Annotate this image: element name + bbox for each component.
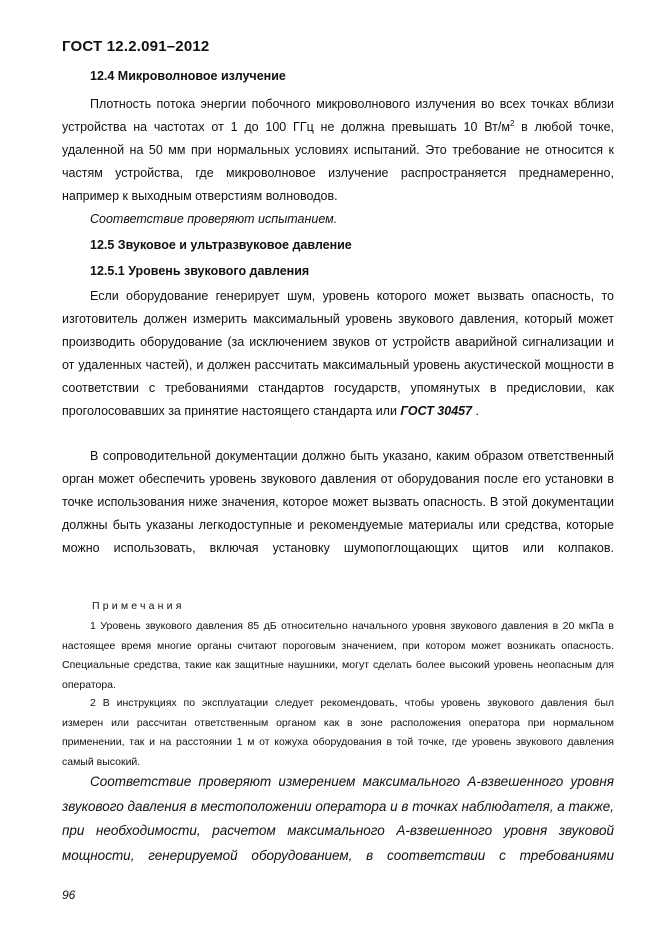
paragraph-noise-end: . bbox=[472, 404, 480, 418]
paragraph-microwave-text-b: в любой точке, удаленной на 50 мм при нормальных условиях испытаний. Это требование не относится к частям устройства, где микроволновое излучение распространяется преднамеренно, например к выходным отверстиям волноводов. bbox=[62, 120, 614, 203]
page-number: 96 bbox=[62, 888, 76, 902]
standard-header: ГОСТ 12.2.091–2012 bbox=[62, 38, 210, 55]
paragraph-microwave-text-a: Плотность потока энергии побочного микроволнового излучения во всех точках вблизи устройства на частотах от 1 до 100 ГГц не должна превышать 10 Вт/м bbox=[62, 97, 614, 134]
compliance-test-note: Соответствие проверяют испытанием. bbox=[90, 212, 338, 226]
paragraph-noise-text: Если оборудование генерирует шум, уровень которого может вызвать опасность, то изготовитель должен измерить максимальный уровень звукового давления, который может производить оборудование (за исключением звуков от устройств аварийной сигнализации и от удаленных частей), и должен рассчитать максимальный уровень акустической мощности в соответствии с требованиями стандартов государств, упомянутых в предисловии, как проголосовавших за принятие настоящего стандарта или bbox=[62, 289, 614, 418]
paragraph-documentation: В сопроводительной документации должно быть указано, каким образом ответственный орган может обеспечить уровень звукового давления от оборудования после его установки в точке использования ниже значения, которое может вызвать опасность. В этой документации должны быть указаны легкодоступные и рекомендуемые материалы или средства, которые можно использовать, включая установку шумопоглощающих щитов или колпаков. bbox=[62, 449, 614, 555]
paragraph-noise bbox=[62, 285, 614, 423]
section-heading-12-5: 12.5 Звуковое и ультразвуковое давление bbox=[90, 238, 352, 252]
section-heading-12-5-1: 12.5.1 Уровень звукового давления bbox=[90, 264, 310, 278]
paragraph-microwave bbox=[62, 93, 614, 208]
standard-reference: ГОСТ 30457 bbox=[400, 404, 473, 418]
section-heading-12-4: 12.4 Микроволновое излучение bbox=[90, 69, 286, 83]
notes-heading: Примечания bbox=[92, 600, 185, 612]
final-compliance-paragraph: Соответствие проверяют измерением максимального А-взвешенного уровня звукового давления в местоположении оператора и в точках наблюдателя, а также, при необходимости, расчетом максимального А-взвешенного уровня звуковой мощности, генерируемой оборудованием, в соответствии с требованиями bbox=[62, 774, 614, 863]
note-2: 2 В инструкциях по эксплуатации следует рекомендовать, чтобы уровень звукового давления был измерен или рассчитан ответственным органом как в зоне расположения оператора при нормальном применении, так и на расстоянии 1 м от кожуха оборудования в той точке, где уровень звукового давления самый высокий. bbox=[62, 697, 614, 768]
note-1: 1 Уровень звукового давления 85 дБ относительно начального уровня звукового давления в 20 мкПа в настоящее время многие органы считают пороговым значением, при котором может возникать опасность. Специальные средства, такие как защитные наушники, могут сделать более высокий уровень неопасным для оператора. bbox=[62, 620, 614, 691]
unit-superscript: 2 bbox=[509, 118, 515, 128]
